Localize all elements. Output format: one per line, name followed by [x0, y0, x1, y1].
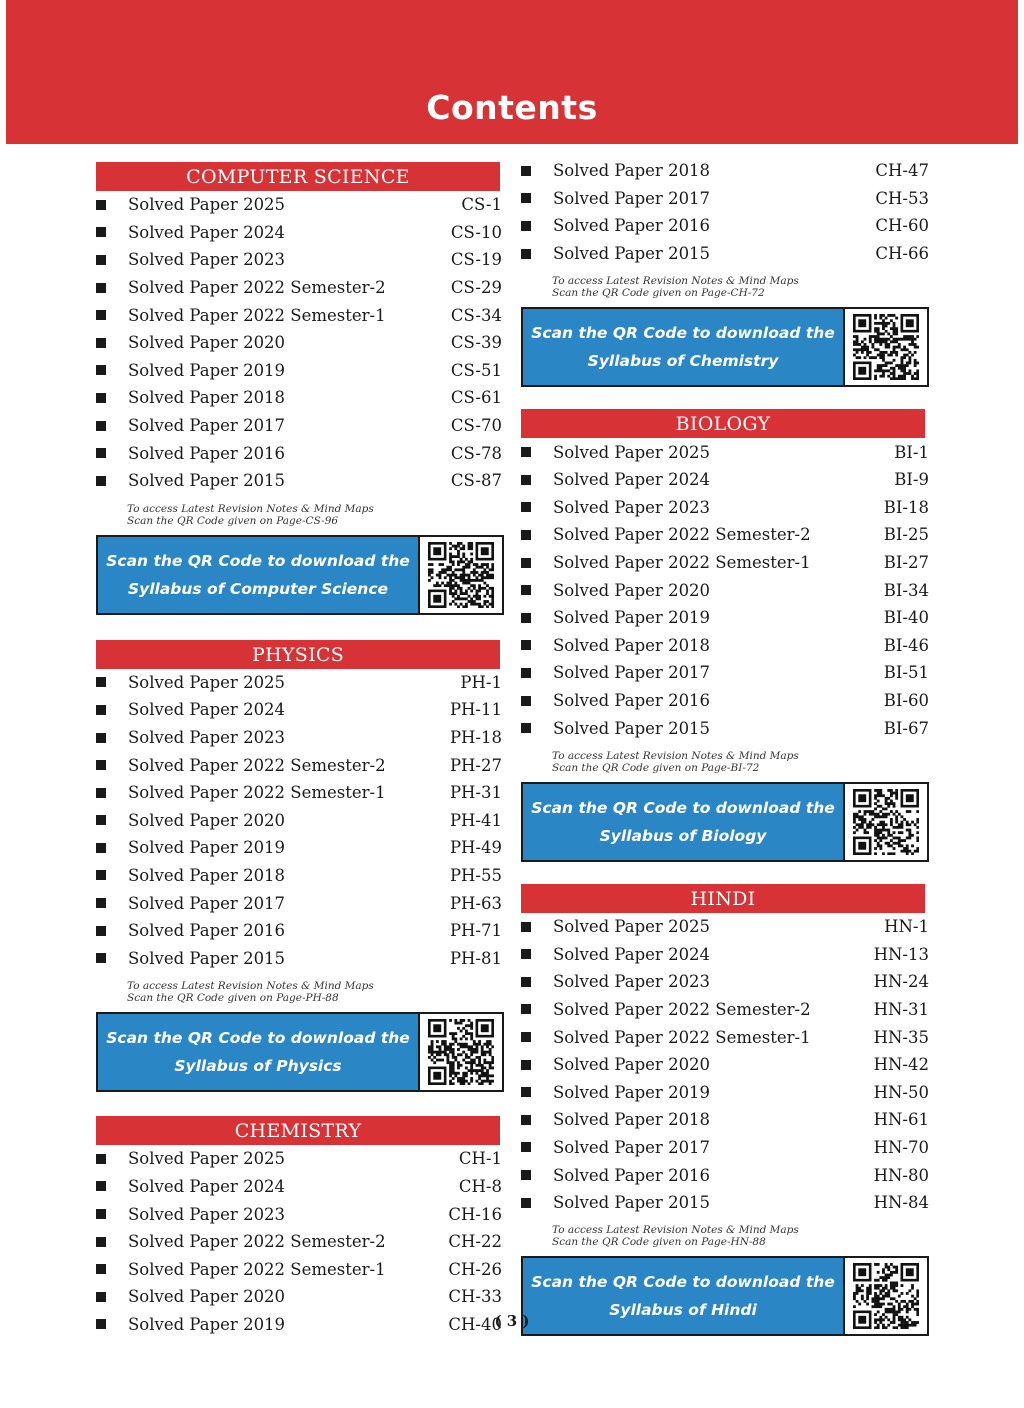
entry-page-ref: BI-25 — [883, 525, 929, 545]
entry-label: Solved Paper 2017 — [553, 663, 711, 683]
square-bullet-icon — [96, 448, 106, 458]
toc-entry[interactable] — [521, 714, 933, 742]
entry-label: Solved Paper 2018 — [553, 1110, 711, 1130]
square-bullet-icon — [521, 475, 531, 485]
note-line: Scan the QR Code given on Page-CS-96 — [127, 514, 339, 527]
revision-note — [552, 275, 933, 299]
entry-page-ref: PH-49 — [449, 838, 502, 858]
qr-caption — [98, 537, 420, 613]
entry-page-ref: BI-27 — [883, 553, 929, 573]
toc-entry[interactable] — [521, 687, 933, 715]
entry-label: Solved Paper 2022 Semester-1 — [128, 1259, 386, 1279]
toc-entry[interactable] — [521, 466, 933, 494]
square-bullet-icon — [96, 255, 106, 265]
note-line: Scan the QR Code given on Page-PH-88 — [127, 992, 339, 1005]
qr-download-box[interactable] — [96, 1012, 504, 1092]
entry-label: Solved Paper 2023 — [553, 497, 711, 517]
square-bullet-icon — [521, 1170, 531, 1180]
square-bullet-icon — [96, 898, 106, 908]
section-chemistry — [96, 1116, 506, 1338]
entry-label: Solved Paper 2018 — [128, 865, 286, 885]
square-bullet-icon — [521, 668, 531, 678]
square-bullet-icon — [96, 1154, 106, 1164]
entry-label: Solved Paper 2025 — [128, 1149, 286, 1169]
qr-caption-line: Scan the QR Code to download the — [531, 324, 835, 343]
entry-label: Solved Paper 2025 — [128, 195, 286, 215]
square-bullet-icon — [96, 760, 106, 770]
qr-caption-line: Scan the QR Code to download the — [531, 798, 835, 817]
entry-label: Solved Paper 2020 — [128, 1287, 286, 1307]
entry-page-ref: HN-50 — [873, 1082, 929, 1102]
entry-label: Solved Paper 2016 — [128, 443, 286, 463]
entry-label: Solved Paper 2017 — [553, 188, 711, 208]
entry-page-ref: CH-8 — [458, 1176, 502, 1196]
entry-page-ref: PH-18 — [449, 728, 502, 748]
toc-entry[interactable] — [96, 724, 506, 752]
entry-page-ref: CS-61 — [450, 388, 502, 408]
entry-page-ref: CH-22 — [448, 1232, 502, 1252]
entry-label: Solved Paper 2016 — [128, 921, 286, 941]
entry-label: Solved Paper 2017 — [128, 893, 286, 913]
entry-label: Solved Paper 2024 — [553, 470, 711, 490]
qr-caption-line: Scan the QR Code to download the — [531, 1273, 835, 1292]
note-line: To access Latest Revision Notes & Mind Maps — [552, 275, 799, 288]
entry-label: Solved Paper 2015 — [553, 1193, 711, 1213]
entry-label: Solved Paper 2022 Semester-1 — [128, 305, 386, 325]
toc-entry[interactable] — [96, 439, 506, 467]
square-bullet-icon — [96, 421, 106, 431]
section-header: PHYSICS — [96, 640, 500, 669]
entry-page-ref: CS-29 — [450, 278, 502, 298]
entry-list — [96, 669, 506, 973]
entry-page-ref: CS-10 — [450, 222, 502, 242]
entry-label: Solved Paper 2023 — [128, 728, 286, 748]
square-bullet-icon — [521, 922, 531, 932]
square-bullet-icon — [521, 1032, 531, 1042]
toc-entry[interactable] — [521, 1134, 933, 1162]
entry-label: Solved Paper 2018 — [553, 635, 711, 655]
square-bullet-icon — [521, 949, 531, 959]
entry-page-ref: CS-70 — [450, 416, 502, 436]
qr-code-icon[interactable] — [845, 784, 927, 860]
entry-page-ref: CH-60 — [875, 216, 929, 236]
entry-list — [521, 438, 933, 742]
entry-page-ref: HN-31 — [873, 999, 929, 1019]
section-biology — [521, 409, 933, 862]
entry-page-ref: PH-55 — [449, 865, 502, 885]
page-number: ( 3 ) — [494, 1312, 530, 1330]
toc-entry[interactable] — [521, 913, 933, 941]
square-bullet-icon — [96, 926, 106, 936]
entry-page-ref: CH-53 — [875, 188, 929, 208]
square-bullet-icon — [96, 953, 106, 963]
toc-entry[interactable] — [96, 1255, 506, 1283]
toc-entry[interactable] — [96, 301, 506, 329]
toc-entry[interactable] — [521, 1189, 933, 1217]
qr-caption-line: Syllabus of Chemistry — [587, 352, 779, 371]
entry-page-ref: BI-46 — [883, 635, 929, 655]
entry-page-ref: CH-1 — [458, 1149, 502, 1169]
revision-note — [127, 980, 506, 1004]
entry-page-ref: PH-11 — [449, 700, 502, 720]
entry-page-ref: HN-80 — [873, 1165, 929, 1185]
entry-page-ref: PH-41 — [449, 810, 502, 830]
toc-entry[interactable] — [521, 212, 933, 240]
note-line: To access Latest Revision Notes & Mind Maps — [127, 980, 374, 993]
revision-note — [552, 750, 933, 774]
qr-code-icon[interactable] — [420, 1014, 502, 1090]
entry-list — [96, 1145, 506, 1338]
toc-entry[interactable] — [96, 944, 506, 972]
entry-label: Solved Paper 2015 — [553, 718, 711, 738]
toc-entry[interactable] — [96, 384, 506, 412]
square-bullet-icon — [96, 476, 106, 486]
toc-entry[interactable] — [96, 467, 506, 495]
entry-page-ref: HN-1 — [884, 917, 929, 937]
toc-entry[interactable] — [521, 1078, 933, 1106]
toc-entry[interactable] — [521, 604, 933, 632]
entry-label: Solved Paper 2022 Semester-2 — [128, 1232, 386, 1252]
square-bullet-icon — [96, 1209, 106, 1219]
square-bullet-icon — [521, 1004, 531, 1014]
entry-label: Solved Paper 2024 — [128, 222, 286, 242]
entry-label: Solved Paper 2019 — [553, 608, 711, 628]
entry-label: Solved Paper 2015 — [553, 244, 711, 264]
entry-page-ref: BI-9 — [894, 470, 929, 490]
entry-label: Solved Paper 2025 — [553, 917, 711, 937]
section-hindi — [521, 884, 933, 1337]
square-bullet-icon — [521, 1115, 531, 1125]
toc-entry[interactable] — [521, 632, 933, 660]
section-header: CHEMISTRY — [96, 1116, 500, 1145]
qr-download-box[interactable] — [521, 782, 929, 862]
entry-label: Solved Paper 2024 — [553, 944, 711, 964]
square-bullet-icon — [521, 1060, 531, 1070]
square-bullet-icon — [521, 193, 531, 203]
square-bullet-icon — [96, 283, 106, 293]
toc-entry[interactable] — [96, 917, 506, 945]
square-bullet-icon — [521, 640, 531, 650]
toc-entry[interactable] — [521, 659, 933, 687]
entry-list — [96, 191, 506, 495]
toc-entry[interactable] — [96, 1228, 506, 1256]
entry-label: Solved Paper 2023 — [128, 250, 286, 270]
note-line: To access Latest Revision Notes & Mind Maps — [552, 1224, 799, 1237]
square-bullet-icon — [521, 1087, 531, 1097]
toc-entry[interactable] — [96, 669, 506, 697]
entry-page-ref: BI-18 — [883, 497, 929, 517]
entry-label: Solved Paper 2022 Semester-2 — [128, 755, 386, 775]
entry-page-ref: CS-34 — [450, 305, 502, 325]
square-bullet-icon — [521, 723, 531, 733]
entry-label: Solved Paper 2017 — [553, 1137, 711, 1157]
square-bullet-icon — [96, 1237, 106, 1247]
qr-caption — [523, 309, 845, 385]
square-bullet-icon — [521, 530, 531, 540]
toc-entry[interactable] — [521, 157, 933, 185]
entry-label: Solved Paper 2022 Semester-1 — [553, 1027, 811, 1047]
section-header: HINDI — [521, 884, 925, 913]
toc-entry[interactable] — [521, 1161, 933, 1189]
entry-label: Solved Paper 2022 Semester-2 — [128, 278, 386, 298]
section-header: BIOLOGY — [521, 409, 925, 438]
entry-page-ref: BI-51 — [883, 663, 929, 683]
entry-page-ref: HN-70 — [873, 1137, 929, 1157]
revision-note — [552, 1224, 933, 1248]
entry-page-ref: CS-19 — [450, 250, 502, 270]
toc-entry[interactable] — [96, 1145, 506, 1173]
entry-page-ref: HN-13 — [873, 944, 929, 964]
toc-entry[interactable] — [521, 1051, 933, 1079]
toc-entry[interactable] — [96, 834, 506, 862]
entry-page-ref: HN-24 — [873, 972, 929, 992]
section-computer-science — [96, 162, 506, 615]
toc-entry[interactable] — [96, 1283, 506, 1311]
entry-label: Solved Paper 2018 — [128, 388, 286, 408]
toc-entry[interactable] — [521, 521, 933, 549]
toc-entry[interactable] — [521, 996, 933, 1024]
square-bullet-icon — [521, 447, 531, 457]
square-bullet-icon — [521, 1198, 531, 1208]
qr-caption-line: Syllabus of Physics — [174, 1057, 342, 1076]
toc-entry[interactable] — [96, 779, 506, 807]
square-bullet-icon — [521, 1142, 531, 1152]
entry-label: Solved Paper 2017 — [128, 416, 286, 436]
square-bullet-icon — [521, 977, 531, 987]
qr-code-icon[interactable] — [420, 537, 502, 613]
entry-label: Solved Paper 2024 — [128, 700, 286, 720]
square-bullet-icon — [521, 613, 531, 623]
toc-entry[interactable] — [96, 329, 506, 357]
square-bullet-icon — [96, 733, 106, 743]
entry-page-ref: CH-26 — [448, 1259, 502, 1279]
entry-page-ref: PH-81 — [449, 948, 502, 968]
square-bullet-icon — [521, 502, 531, 512]
entry-page-ref: BI-34 — [883, 580, 929, 600]
square-bullet-icon — [521, 166, 531, 176]
entry-label: Solved Paper 2020 — [128, 333, 286, 353]
toc-entry[interactable] — [521, 240, 933, 268]
section-chemistry-continued — [521, 157, 933, 387]
entry-label: Solved Paper 2016 — [553, 216, 711, 236]
left-column — [96, 162, 506, 1338]
entry-label: Solved Paper 2019 — [553, 1082, 711, 1102]
entry-label: Solved Paper 2016 — [553, 1165, 711, 1185]
entry-label: Solved Paper 2022 Semester-2 — [553, 525, 811, 545]
qr-caption — [98, 1014, 420, 1090]
square-bullet-icon — [521, 249, 531, 259]
entry-page-ref: PH-63 — [449, 893, 502, 913]
entry-label: Solved Paper 2022 Semester-2 — [553, 999, 811, 1019]
entry-label: Solved Paper 2020 — [553, 1055, 711, 1075]
entry-label: Solved Paper 2018 — [553, 161, 711, 181]
toc-entry[interactable] — [521, 494, 933, 522]
toc-entry[interactable] — [96, 357, 506, 385]
toc-entry[interactable] — [96, 412, 506, 440]
square-bullet-icon — [96, 1181, 106, 1191]
title-banner — [6, 0, 1018, 144]
entry-label: Solved Paper 2020 — [128, 810, 286, 830]
toc-entry[interactable] — [96, 219, 506, 247]
qr-caption-line: Scan the QR Code to download the — [106, 551, 410, 570]
section-header: COMPUTER SCIENCE — [96, 162, 500, 191]
square-bullet-icon — [96, 677, 106, 687]
entry-page-ref: CH-33 — [448, 1287, 502, 1307]
toc-entry[interactable] — [96, 1173, 506, 1201]
toc-entry[interactable] — [96, 807, 506, 835]
entry-label: Solved Paper 2024 — [128, 1176, 286, 1196]
entry-page-ref: PH-31 — [449, 783, 502, 803]
square-bullet-icon — [96, 843, 106, 853]
toc-entry[interactable] — [521, 549, 933, 577]
entry-page-ref: CS-78 — [450, 443, 502, 463]
square-bullet-icon — [521, 558, 531, 568]
qr-caption — [523, 784, 845, 860]
qr-download-box[interactable] — [521, 307, 929, 387]
square-bullet-icon — [96, 815, 106, 825]
toc-entry[interactable] — [96, 246, 506, 274]
page-title: Contents — [426, 88, 598, 127]
qr-caption-line: Syllabus of Biology — [599, 826, 767, 845]
toc-entry[interactable] — [96, 191, 506, 219]
qr-caption-line: Syllabus of Hindi — [609, 1301, 757, 1320]
square-bullet-icon — [96, 227, 106, 237]
square-bullet-icon — [521, 221, 531, 231]
entry-page-ref: BI-1 — [894, 442, 929, 462]
entry-list — [521, 913, 933, 1217]
square-bullet-icon — [96, 788, 106, 798]
square-bullet-icon — [521, 696, 531, 706]
entry-label: Solved Paper 2022 Semester-1 — [553, 553, 811, 573]
toc-entry[interactable] — [521, 1023, 933, 1051]
toc-entry[interactable] — [96, 751, 506, 779]
square-bullet-icon — [96, 200, 106, 210]
qr-caption-line: Scan the QR Code to download the — [106, 1029, 410, 1048]
right-column — [521, 157, 933, 1336]
entry-page-ref: HN-84 — [873, 1193, 929, 1213]
note-line: Scan the QR Code given on Page-HN-88 — [552, 1236, 766, 1249]
toc-entry[interactable] — [521, 968, 933, 996]
note-line: To access Latest Revision Notes & Mind Maps — [552, 749, 799, 762]
entry-label: Solved Paper 2019 — [128, 838, 286, 858]
entry-page-ref: CH-16 — [448, 1204, 502, 1224]
entry-page-ref: HN-35 — [873, 1027, 929, 1047]
entry-page-ref: CH-47 — [875, 161, 929, 181]
note-line: To access Latest Revision Notes & Mind Maps — [127, 502, 374, 515]
entry-label: Solved Paper 2019 — [128, 1314, 286, 1334]
entry-label: Solved Paper 2023 — [553, 972, 711, 992]
entry-page-ref: CS-51 — [450, 360, 502, 380]
entry-page-ref: PH-27 — [449, 755, 502, 775]
entry-page-ref: HN-61 — [873, 1110, 929, 1130]
revision-note — [127, 503, 506, 527]
toc-entry[interactable] — [96, 889, 506, 917]
entry-page-ref: BI-67 — [883, 718, 929, 738]
toc-entry[interactable] — [521, 438, 933, 466]
square-bullet-icon — [521, 585, 531, 595]
entry-label: Solved Paper 2023 — [128, 1204, 286, 1224]
square-bullet-icon — [96, 870, 106, 880]
note-line: Scan the QR Code given on Page-BI-72 — [552, 761, 760, 774]
entry-label: Solved Paper 2016 — [553, 691, 711, 711]
entry-label: Solved Paper 2020 — [553, 580, 711, 600]
entry-page-ref: BI-40 — [883, 608, 929, 628]
note-line: Scan the QR Code given on Page-CH-72 — [552, 287, 765, 300]
square-bullet-icon — [96, 1264, 106, 1274]
entry-label: Solved Paper 2025 — [128, 672, 286, 692]
toc-entry[interactable] — [96, 862, 506, 890]
toc-entry[interactable] — [96, 696, 506, 724]
toc-entry[interactable] — [96, 1200, 506, 1228]
square-bullet-icon — [96, 338, 106, 348]
entry-page-ref: CH-66 — [875, 244, 929, 264]
entry-page-ref: PH-71 — [449, 921, 502, 941]
entry-page-ref: HN-42 — [873, 1055, 929, 1075]
toc-entry[interactable] — [521, 941, 933, 969]
square-bullet-icon — [96, 1292, 106, 1302]
entry-list — [521, 157, 933, 267]
square-bullet-icon — [96, 393, 106, 403]
entry-label: Solved Paper 2019 — [128, 360, 286, 380]
entry-page-ref: CS-1 — [461, 195, 502, 215]
toc-entry[interactable] — [521, 1106, 933, 1134]
qr-caption-line: Syllabus of Computer Science — [127, 579, 389, 598]
entry-label: Solved Paper 2015 — [128, 948, 286, 968]
qr-download-box[interactable] — [96, 535, 504, 615]
qr-code-icon[interactable] — [845, 309, 927, 385]
entry-page-ref: BI-60 — [883, 691, 929, 711]
entry-label: Solved Paper 2022 Semester-1 — [128, 783, 386, 803]
toc-entry[interactable] — [96, 274, 506, 302]
toc-entry[interactable] — [521, 576, 933, 604]
entry-label: Solved Paper 2025 — [553, 442, 711, 462]
entry-page-ref: PH-1 — [460, 672, 502, 692]
square-bullet-icon — [96, 705, 106, 715]
entry-page-ref: CS-87 — [450, 471, 502, 491]
square-bullet-icon — [96, 365, 106, 375]
entry-label: Solved Paper 2015 — [128, 471, 286, 491]
toc-entry[interactable] — [521, 185, 933, 213]
section-physics — [96, 640, 506, 1093]
square-bullet-icon — [96, 310, 106, 320]
entry-page-ref: CH-40 — [448, 1314, 502, 1334]
entry-page-ref: CS-39 — [450, 333, 502, 353]
